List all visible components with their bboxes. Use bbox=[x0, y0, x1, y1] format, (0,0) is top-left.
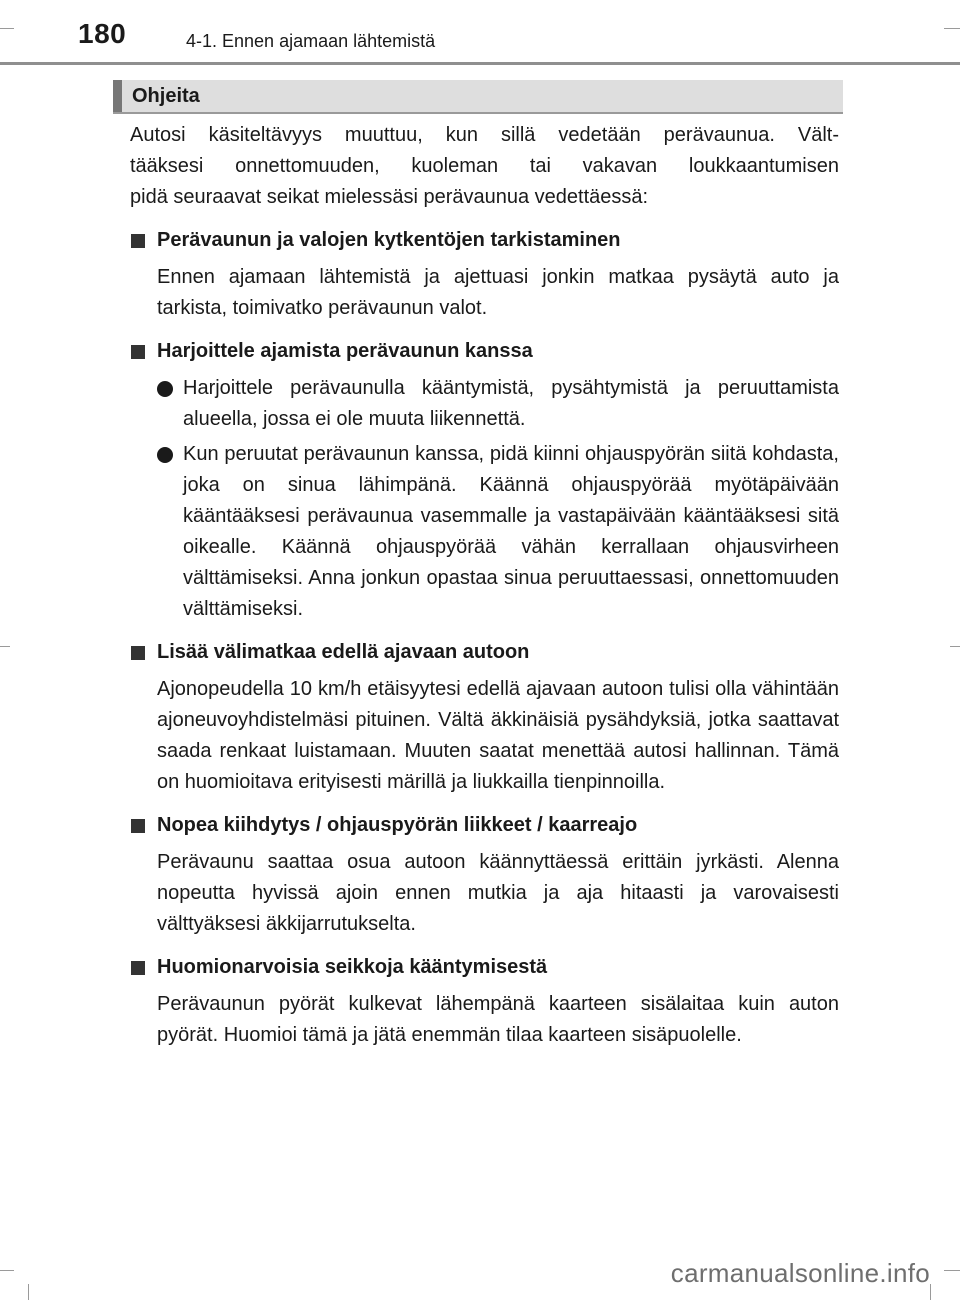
subsection-heading bbox=[130, 225, 839, 256]
watermark: carmanualsonline.info bbox=[670, 1258, 930, 1288]
round-bullet-icon bbox=[157, 447, 173, 463]
bullet-text: Kun peruutat perävaunun kanssa, pidä kiinni ohjauspyörän siitä kohdasta, joka on sinua lähimpänä. Käännä ohjauspyörää myötäpäivään kääntääksesi perävaunua vasemmalle ja vastapäivään kääntääksesi sitä oikealle. Käännä ohjauspyörää vähän kerrallaan ohjausvirheen välttämiseksi. Anna jonkun opastaa sinua peruuttaessasi, onnettomuuden välttämiseksi. bbox=[183, 443, 839, 620]
section-accent bbox=[113, 80, 122, 112]
bullet-item bbox=[130, 373, 839, 435]
square-bullet-icon bbox=[131, 345, 145, 359]
subsection-heading bbox=[130, 810, 839, 841]
intro-line: Autosi käsiteltävyys muuttuu, kun sillä vedetään perävaunua. Vält- bbox=[130, 124, 839, 146]
subsection-text: Ennen ajamaan lähtemistä ja ajettuasi jonkin matkaa pysäytä auto ja tarkista, toimivatko perävaunun valot. bbox=[157, 266, 839, 319]
subsection-text: Ajonopeudella 10 km/h etäisyytesi edellä ajavaan autoon tulisi olla vähintään ajoneuvoyhdistelmäsi pituinen. Vältä äkkinäisiä pysähdyksiä, jotka saattavat saada renkaat luistamaan. Muuten saatat menettää autosi hallinnan. Tämä on huomioitava erityisesti märillä ja liukkailla tienpinnoilla. bbox=[157, 678, 839, 793]
crop-mark bbox=[930, 1284, 931, 1300]
subsection-heading bbox=[130, 336, 839, 367]
round-bullet-icon bbox=[157, 381, 173, 397]
subsection-heading bbox=[130, 637, 839, 668]
crop-mark bbox=[28, 1284, 29, 1300]
chapter-title: 4-1. Ennen ajamaan lähtemistä bbox=[186, 31, 436, 51]
header-divider bbox=[0, 62, 960, 65]
square-bullet-icon bbox=[131, 961, 145, 975]
section-title: Ohjeita bbox=[132, 85, 200, 107]
crop-mark bbox=[944, 1270, 960, 1271]
subsection-heading-text: Lisää välimatkaa edellä ajavaan autoon bbox=[157, 641, 530, 663]
square-bullet-icon bbox=[131, 234, 145, 248]
page-content bbox=[130, 120, 839, 1063]
crop-mark bbox=[944, 28, 960, 29]
subsection-text: Perävaunu saattaa osua autoon käännyttäessä erittäin jyrkästi. Alenna nopeutta hyvissä ajoin ennen mutkia ja aja hitaasti ja varovaisesti välttyäksesi äkkijarrutukselta. bbox=[157, 851, 839, 935]
crop-mark bbox=[950, 646, 960, 647]
bullet-list bbox=[130, 373, 839, 625]
bullet-text: Harjoittele perävaunulla kääntymistä, pysähtymistä ja peruuttamista alueella, jossa ei ole muuta liikennettä. bbox=[183, 377, 839, 430]
subsection-heading-text: Nopea kiihdytys / ohjauspyörän liikkeet / kaarreajo bbox=[157, 814, 638, 836]
square-bullet-icon bbox=[131, 819, 145, 833]
subsection-heading-text: Huomionarvoisia seikkoja kääntymisestä bbox=[157, 956, 548, 978]
intro-paragraph bbox=[130, 120, 839, 213]
subsection-text: Perävaunun pyörät kulkevat lähempänä kaarteen sisälaitaa kuin auton pyörät. Huomioi tämä ja jätä enemmän tilaa kaarteen sisäpuolelle. bbox=[157, 993, 839, 1046]
bullet-item bbox=[130, 439, 839, 625]
intro-line: tääksesi onnettomuuden, kuoleman tai vakavan loukkaantumisen bbox=[130, 155, 839, 177]
subsection-heading-text: Harjoittele ajamista perävaunun kanssa bbox=[157, 340, 533, 362]
square-bullet-icon bbox=[131, 646, 145, 660]
subsection-heading-text: Perävaunun ja valojen kytkentöjen tarkistaminen bbox=[157, 229, 621, 251]
intro-line: pidä seuraavat seikat mielessäsi perävaunua vedettäessä: bbox=[130, 186, 649, 208]
crop-mark bbox=[0, 28, 14, 29]
crop-mark bbox=[0, 646, 10, 647]
page-number: 180 bbox=[78, 18, 127, 49]
subsection-heading bbox=[130, 952, 839, 983]
section-header bbox=[113, 80, 843, 114]
crop-mark bbox=[0, 1270, 14, 1271]
